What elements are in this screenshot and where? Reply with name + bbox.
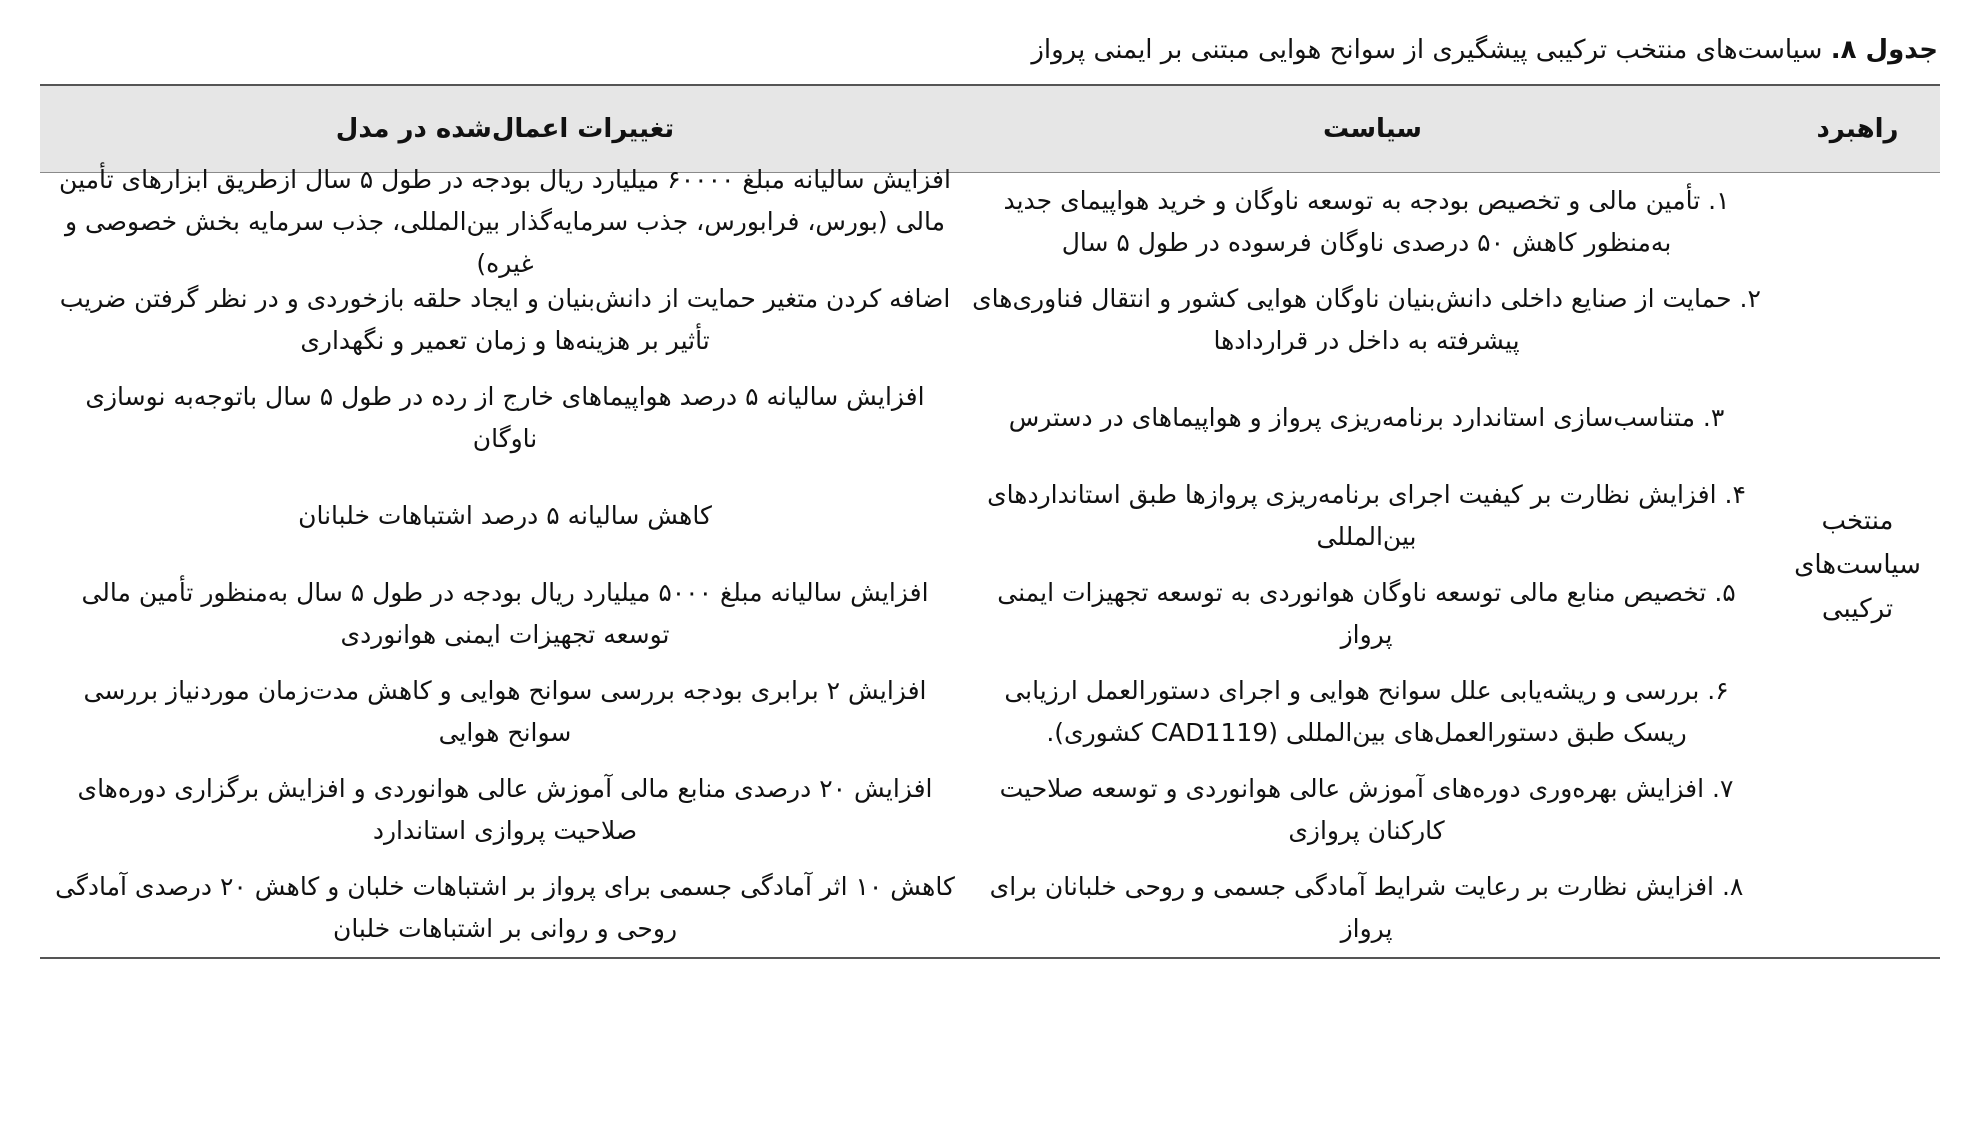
strategy-cell: منتخب سیاست‌های ترکیبی [1794,506,1921,624]
policy-cell: ۴. افزایش نظارت بر کیفیت اجرای برنامه‌ریزی پروازها طبق استانداردهای بین‌المللی [987,480,1746,551]
table-row [40,271,1775,369]
table-body [40,165,1940,957]
header-policy: سیاست [1322,114,1423,144]
policy-cell: ۲. حمایت از صنایع داخلی دانش‌بنیان ناوگان هوایی کشور و انتقال فناوری‌های پیشرفته به داخل در قراردادها [972,284,1761,355]
table-row [40,369,1775,467]
change-cell: کاهش سالیانه ۵ درصد اشتباهات خلبانان [298,501,712,530]
policy-cell: ۱. تأمین مالی و تخصیص بودجه به توسعه ناوگان و خرید هواپیمای جدید به‌منظور کاهش ۵۰ درصدی ناوگان فرسوده در طول ۵ سال [1003,186,1730,257]
header-strategy: راهبرد [1816,114,1899,144]
change-cell: افزایش سالیانه ۵ درصد هواپیماهای خارج از رده در طول ۵ سال باتوجه‌به نوسازی ناوگان [85,382,925,453]
change-cell: کاهش ۱۰ اثر آمادگی جسمی برای پرواز بر اشتباهات خلبان و کاهش ۲۰ درصدی آمادگی روحی و روانی بر اشتباهات خلبان [55,872,955,943]
table-row [40,859,1775,957]
change-cell: افزایش سالیانه مبلغ ۵۰۰۰ میلیارد ریال بودجه در طول ۵ سال به‌منظور تأمین مالی توسعه تجهیزات ایمنی هوانوردی [81,578,929,649]
table-caption [40,28,1940,84]
policy-cell: ۵. تخصیص منابع مالی توسعه ناوگان هوانوردی به توسعه تجهیزات ایمنی پرواز [997,578,1736,649]
policy-cell: ۶. بررسی و ریشه‌یابی علل سوانح هوایی و اجرای دستورالعمل ارزیابی ریسک طبق دستورالعمل‌های بین‌المللی (CAD1119 کشوری). [1004,676,1729,747]
table-row [40,165,1775,278]
table-row [40,761,1775,859]
table-row [40,467,1775,565]
change-cell: افزایش ۲ برابری بودجه بررسی سوانح هوایی و کاهش مدت‌زمان موردنیاز بررسی سوانح هوایی [83,676,927,747]
table-row [40,663,1775,761]
change-cell: اضافه کردن متغیر حمایت از دانش‌بنیان و ایجاد حلقه بازخوردی و در نظر گرفتن ضریب تأثیر بر هزینه‌ها و زمان تعمیر و نگهداری [59,284,951,355]
document-page [40,28,1940,959]
table-caption-text: سیاست‌های منتخب ترکیبی پیشگیری از سوانح هوایی مبتنی بر ایمنی پرواز [1031,35,1831,65]
table-row [40,565,1775,663]
table-caption-label: جدول ۸. [1830,35,1938,65]
policy-cell: ۳. متناسب‌سازی استاندارد برنامه‌ریزی پرواز و هواپیماهای در دسترس [1008,403,1725,432]
policy-cell: ۸. افزایش نظارت بر رعایت شرایط آمادگی جسمی و روحی خلبانان برای پرواز [989,872,1744,943]
change-cell: افزایش ۲۰ درصدی منابع مالی آموزش عالی هوانوردی و افزایش برگزاری دوره‌های صلاحیت پروازی استاندارد [77,774,933,845]
header-model-changes: تغییرات اعمال‌شده در مدل [335,114,675,144]
change-cell: افزایش سالیانه مبلغ ۶۰۰۰۰ میلیارد ریال بودجه در طول ۵ سال ازطریق ابزارهای تأمین مالی (بورس، فرابورس، جذب سرمایه‌گذار بین‌المللی، جذب سرمایه بخش خصوصی و غیره) [59,165,951,278]
policy-rows [40,165,1775,957]
policies-table [40,84,1940,959]
policy-cell: ۷. افزایش بهره‌وری دوره‌های آموزش عالی هوانوردی و توسعه صلاحیت کارکنان پروازی [999,774,1734,845]
